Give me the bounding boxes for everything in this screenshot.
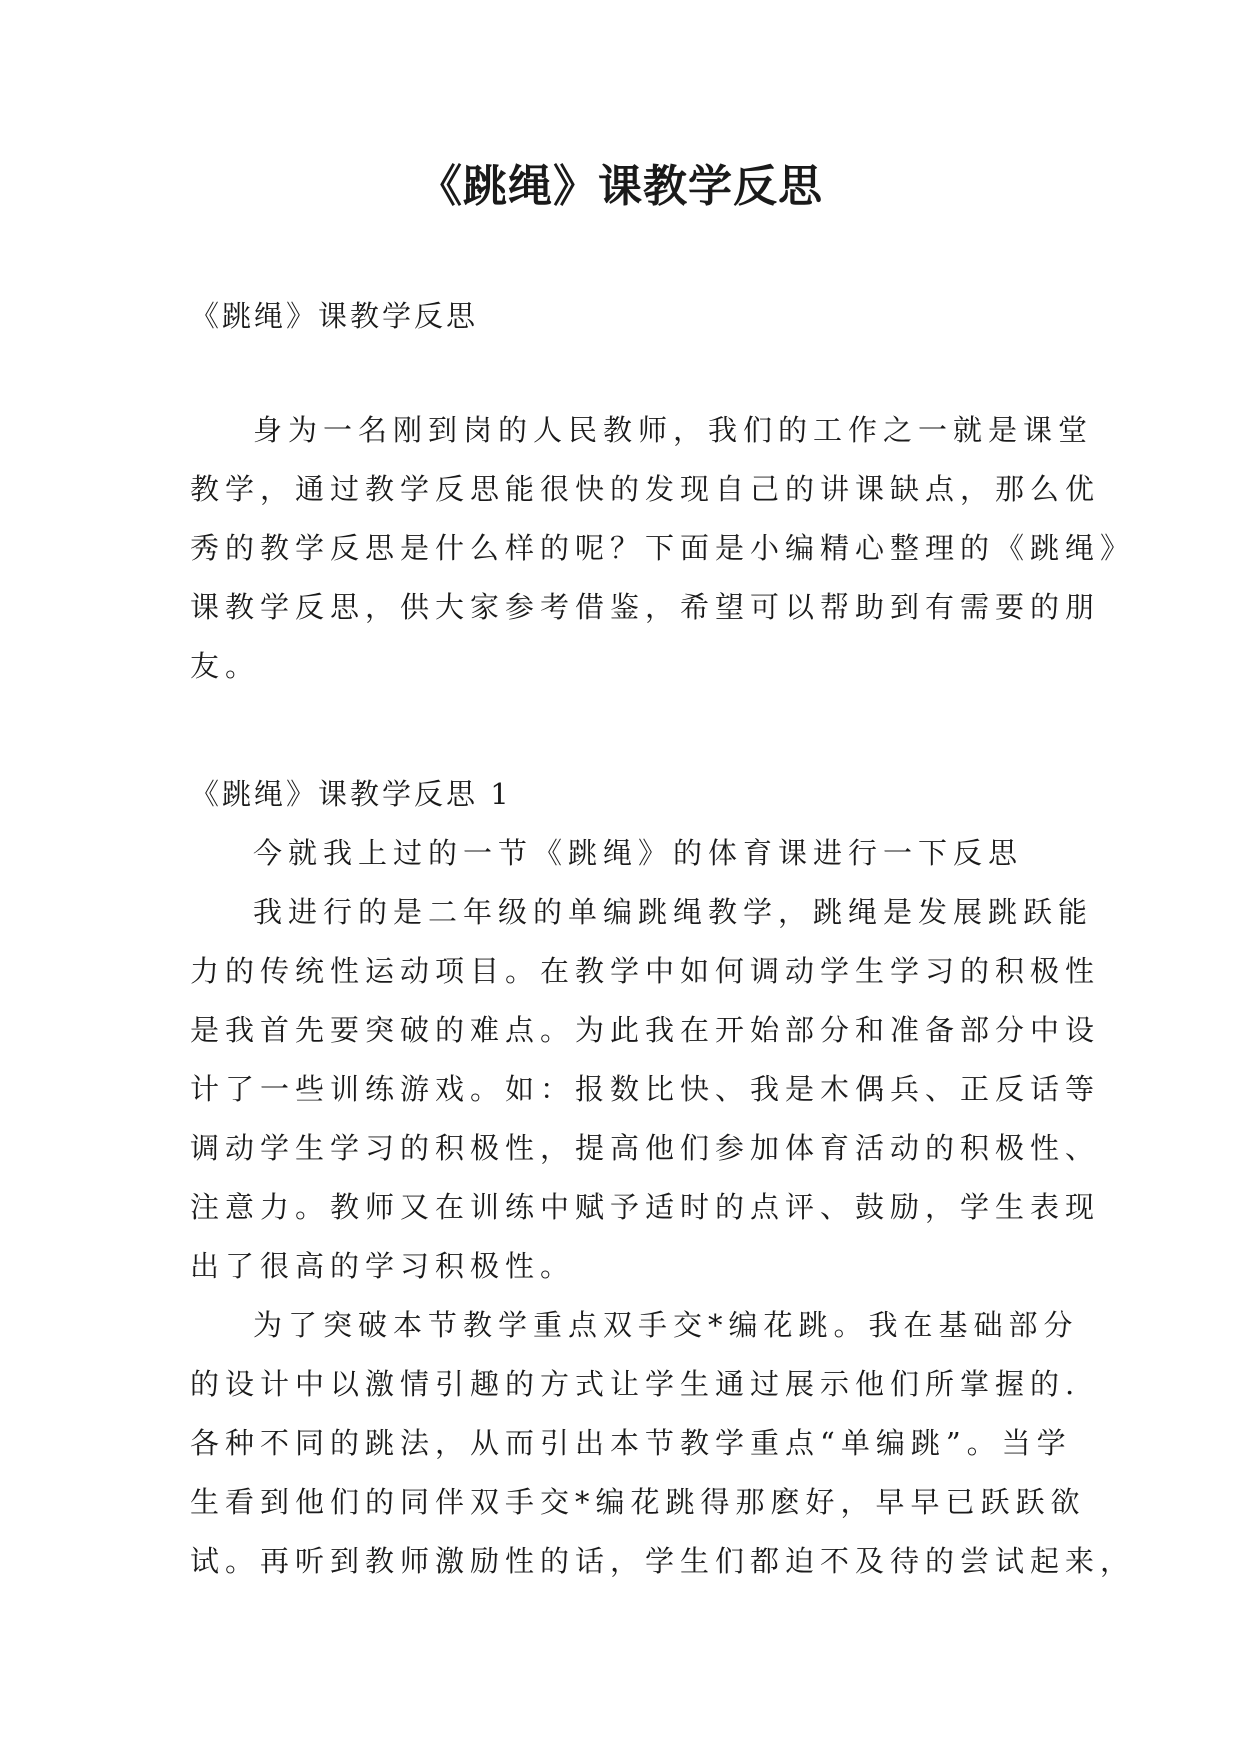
section-line: 注意力。教师又在训练中赋予适时的点评、鼓励，学生表现 [190,1190,1101,1224]
intro-line: 课教学反思，供大家参考借鉴，希望可以帮助到有需要的朋 [190,590,1101,624]
document-subtitle: 《跳绳》课教学反思 [190,299,479,333]
section-line: 生看到他们的同伴双手交*编花跳得那麽好，早早已跃跃欲 [190,1485,1086,1519]
intro-line: 秀的教学反思是什么样的呢？下面是小编精心整理的《跳绳》 [190,531,1136,565]
section-line: 出了很高的学习积极性。 [190,1249,576,1283]
intro-line: 友。 [190,649,261,683]
document-title: 《跳绳》课教学反思 [418,161,823,212]
section-line: 各种不同的跳法，从而引出本节教学重点“单编跳”。当学 [190,1426,1072,1460]
section-line: 为了突破本节教学重点双手交*编花跳。我在基础部分 [253,1308,1079,1342]
section-line: 是我首先要突破的难点。为此我在开始部分和准备部分中设 [190,1013,1101,1047]
section-line: 我进行的是二年级的单编跳绳教学，跳绳是发展跳跃能 [253,895,1094,929]
section-line: 的设计中以激情引趣的方式让学生通过展示他们所掌握的. [190,1367,1081,1401]
section-line: 力的传统性运动项目。在教学中如何调动学生学习的积极性 [190,954,1101,988]
intro-line: 教学，通过教学反思能很快的发现自己的讲课缺点，那么优 [190,472,1101,506]
section-line: 今就我上过的一节《跳绳》的体育课进行一下反思 [253,836,1024,870]
section-line: 试。再听到教师激励性的话，学生们都迫不及待的尝试起来， [190,1544,1136,1578]
intro-line: 身为一名刚到岗的人民教师，我们的工作之一就是课堂 [253,413,1094,447]
section-heading: 《跳绳》课教学反思 1 [190,777,512,811]
section-line: 调动学生学习的积极性，提高他们参加体育活动的积极性、 [190,1131,1101,1165]
section-line: 计了一些训练游戏。如：报数比快、我是木偶兵、正反话等 [190,1072,1101,1106]
